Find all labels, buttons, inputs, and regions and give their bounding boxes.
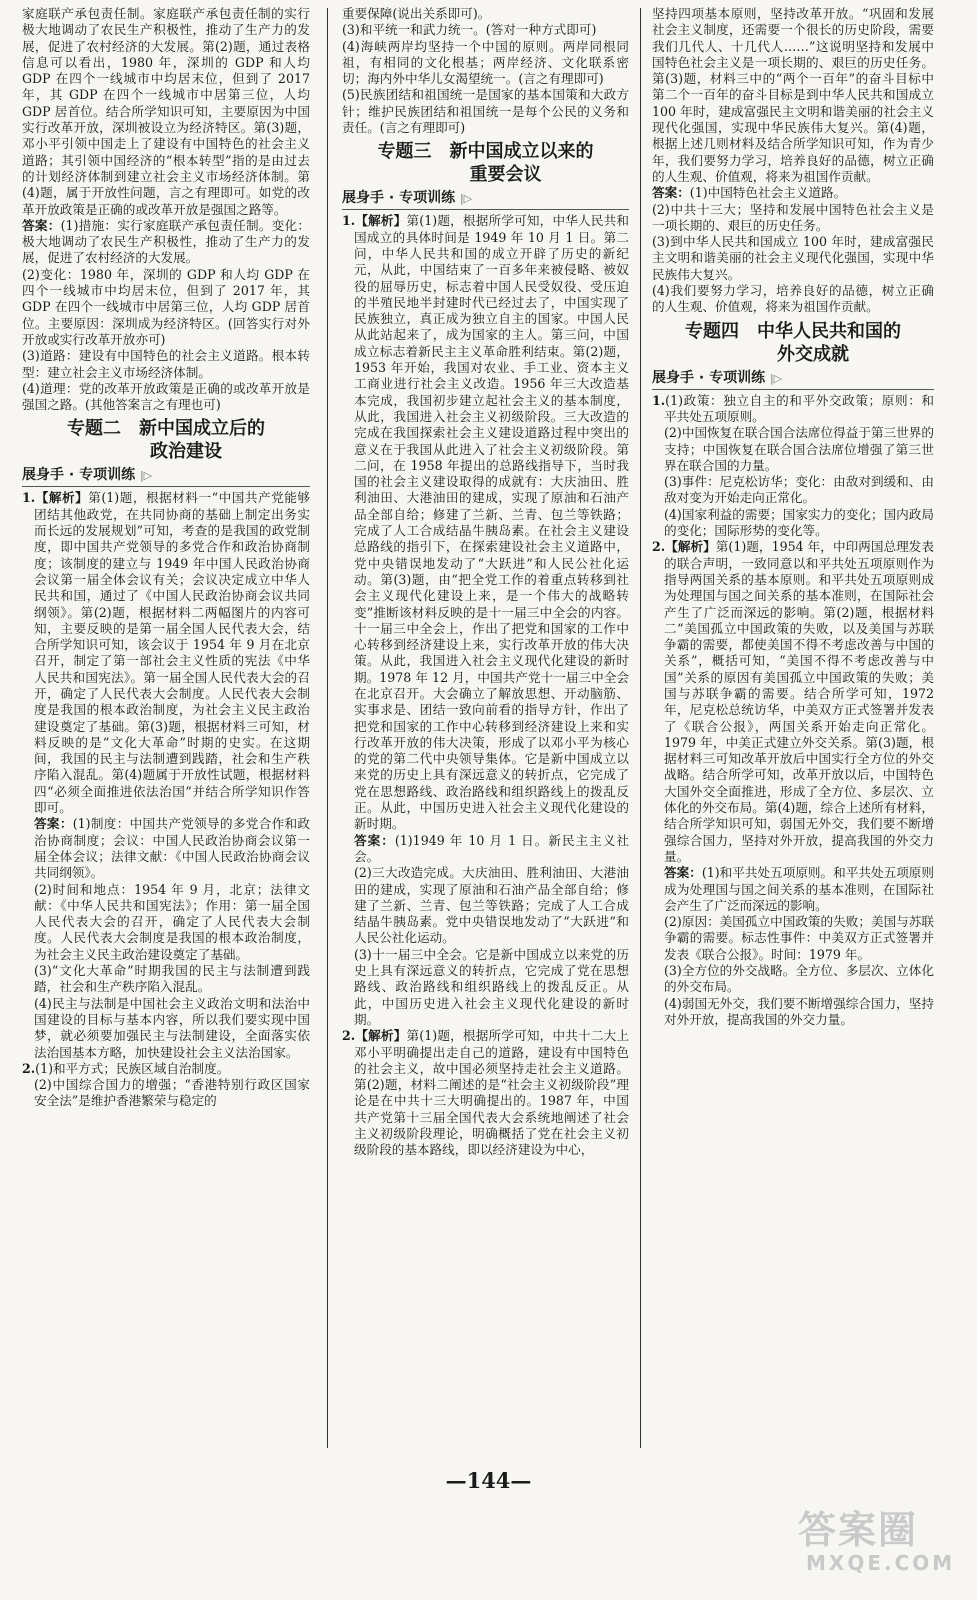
answer-item xyxy=(652,185,934,201)
answer-item xyxy=(22,218,310,267)
question-1-analysis xyxy=(342,213,629,832)
answer-item: (3)事件：尼克松访华；变化：由敌对到缓和、由敌对变为开始走向正常化。 xyxy=(664,474,934,506)
question-2-answer xyxy=(22,1061,310,1077)
subsection-label: 展身手 · 专项训练 xyxy=(342,190,456,207)
answer-text: (1)中国特色社会主义道路。 xyxy=(689,185,847,201)
question-number: 1. xyxy=(342,213,356,229)
answer-item xyxy=(342,833,629,866)
answer-item: (2)中国恢复在联合国合法席位得益于第三世界的支持；中国恢复在联合国合法席位增强了第三世界在联合国的力量。 xyxy=(664,425,934,473)
analysis-tag: 【解析】 xyxy=(355,1028,407,1044)
answer-item: (2)原因：美国孤立中国政策的失败；美国与苏联争霸的需要。标志性事件：中美双方正式签署并发表《联合公报》。时间：1979 年。 xyxy=(664,914,934,962)
section-title-3 xyxy=(342,140,629,186)
answer-item: (4)弱国无外交，我们要不断增强综合国力，坚持对外开放，提高我国的外交力量。 xyxy=(664,995,934,1027)
section-title-2 xyxy=(22,417,310,463)
answer-item xyxy=(22,816,310,881)
answer-text: (1)措施：实行家庭联产承包责任制。变化：极大地调动了农民生产积极性，推动了生产力的发展，促进了农村经济的大发展。 xyxy=(22,217,310,266)
answer-label: 答案： xyxy=(664,865,702,881)
answer-item: (3)到中华人民共和国成立 100 年时，建成富强民主文明和谐美丽的社会主义现代化强国，实现中华民族伟大复兴。 xyxy=(652,234,934,282)
answer-item: (3)“文化大革命”时期我国的民主与法制遭到践踏，社会和生产秩序陷入混乱。 xyxy=(34,963,310,995)
question-number: 1. xyxy=(22,490,36,506)
watermark-text: 答案圈 xyxy=(798,1508,919,1552)
answer-text: (1)和平方式；民族区域自治制度。 xyxy=(35,1060,230,1076)
section-title-line1: 专题四 中华人民共和国的 xyxy=(685,320,901,342)
question-1-answer xyxy=(652,393,934,426)
analysis-text: 第(1)题，根据所学可知，中华人民共和国成立的具体时间是 1949 年 10 月 1 日。第二问，中华人民共和国的成立开辟了历史的新纪元，从此，中国结束了一百多年来被侵略、被奴役的屈辱历史，标志着中国人民受奴役、受压迫的半殖民地半封建时代已经过去了，中国实现了民族独立，真正成为独立自主的国家。中国人民从此站起来了，成为国家的主人。第三问，中国成立标志着新民主主义革命胜利结束。第(2)题，1953 年开始，我国对农业、手工业、资本主义工商业进行社会主义改造。1956 年三大改造基本完成，我国初步建立起社会主义的基本制度，从此，我国进入社会主义初级阶段。三大改造的完成在我国探索社会主义建设道路过程中突出的意义在于我国从此进入了社会主义初级阶段。第二问，在 1958 年提出的总路线指导下，当时我国的社会主义建设取得的成就有：大庆油田、胜利油田、大港油田的建成，实现了原油和石油产品全部自给；修建了兰新、兰青、包兰等铁路；完成了人工合成结晶牛胰岛素。在社会主义建设总路线的指引下，在探索建设社会主义道路中，党中央错误地发动了“大跃进”和人民公社化运动。第(3)题，由“把全党工作的着重点转移到社会主义现代化建设上来，是一个伟大的战略转变”推断该材料反映的是十一届三中全会的内容。十一届三中全会上，作出了把党和国家的工作中心转移到经济建设上来，实行改革开放的伟大决策。从此，我国进入社会主义现代化建设的新时期。1978 年 12 月，中国共产党十一届三中全会在北京召开。大会确立了解放思想、开动脑筋、实事求是、团结一致向前看的指导方针，作出了把党和国家的工作中心转移到经济建设上来和实行改革开放的伟大决策，形成了以邓小平为核心的党的第二代中央领导集体。它是新中国成立以来党的历史上具有深远意义的转折点，它完成了党在思想路线、政治路线和组织路线上的拨乱反正。从此，中国历史进入社会主义现代化建设的新时期。 xyxy=(354,213,629,832)
subsection-heading xyxy=(22,465,310,487)
question-1-analysis xyxy=(22,490,310,816)
answer-text: (1)和平共处五项原则。和平共处五项原则成为处理国与国之间关系的基本准则，在国际社会产生了广泛而深远的影响。 xyxy=(664,865,934,913)
answer-item: (2)变化：1980 年，深圳的 GDP 和人均 GDP 在四个一线城市中均居末位，但到了 2017 年，其 GDP 在四个一线城市中居第三位，人均 GDP 居首位。主要原因：深圳成为经济特区。(回答实行对外开放或实行改革开放亦可) xyxy=(22,266,310,347)
column-divider xyxy=(327,8,328,1448)
analysis-tag: 【解析】 xyxy=(35,490,89,506)
analysis-paragraph: 家庭联产承包责任制。家庭联产承包责任制的实行极大地调动了农民生产积极性，推动了生产力的发展，促进了农村经济的大发展。第(2)题，通过表格信息可以看出，1980 年，深圳的 GDP 和人均 GDP 在四个一线城市中均居末位，但到了 2017 年，其 GDP 在四个一线城市中居第三位，人均 GDP 居首位。结合所学知识可知，主要原因为中国实行改革开放，深圳被设立为经济特区。第(3)题，邓小平引领中国走上了建设有中国特色的社会主义道路；其引领中国经济的“根本转型”指的是由过去的计划经济体制到建立社会主义市场经济体制。第(4)题，属于开放性问题，言之有理即可。如党的改革开放政策是正确的或改革开放是强国之路等。 xyxy=(22,6,310,217)
answer-item: (2)中共十三大；坚持和发展中国特色社会主义是一项长期的、艰巨的历史任务。 xyxy=(652,201,934,233)
answer-item: (2)中国综合国力的增强；“香港特别行政区国家安全法”是维护香港繁荣与稳定的 xyxy=(34,1077,310,1109)
answer-item xyxy=(652,865,934,914)
answer-item: (4)道理：党的改革开放政策是正确的或改革开放是强国之路。(其他答案言之有理也可) xyxy=(22,380,310,413)
answer-item: (3)道路：建设有中国特色的社会主义道路。根本转型：建立社会主义市场经济体制。 xyxy=(22,348,310,380)
analysis-text: 第(1)题，1954 年，中印两国总理发表的联合声明，一致同意以和平共处五项原则作为指导两国关系的基本原则。和平共处五项原则成为处理国与国之间关系的基本准则，在国际社会产生了广泛而深远的影响。第(2)题，根据材料二“美国孤立中国政策的失败，以及美国与苏联争霸的需要，都使美国不得不考虑改善与中国的关系”，概括可知，“美国不得不考虑改善与中国”关系的原因有美国孤立中国政策的失败；美国与苏联争霸的需要。结合所学可知，1972 年，尼克松总统访华，中美双方正式签署并发表了《联合公报》，两国关系开始走向正常化。1979 年，中美正式建立外交关系。第(3)题，根据材料三可知改革开放后中国实行全方位的外交战略。结合所学可知，改革开放以后，中国特色大国外交全面推进，形成了全方位、多层次、立体化的外交布局。第(4)题，综合上述所有材料，结合所学知识可知，弱国无外交，我们要不断增强综合国力，坚持对外开放，提高我国的外交力量。 xyxy=(664,539,934,864)
answer-item: (4)我们要努力学习，培养良好的品德，树立正确的人生观、价值观，将来为祖国作贡献。 xyxy=(652,283,934,315)
question-2-analysis xyxy=(652,539,934,865)
question-number: 2. xyxy=(22,1060,36,1076)
question-number: 2. xyxy=(652,539,666,555)
subsection-heading xyxy=(342,188,629,210)
arrow-icon: |▷ xyxy=(459,192,473,206)
analysis-tag: 【解析】 xyxy=(665,539,716,555)
column-divider xyxy=(640,8,641,1448)
arrow-icon: |▷ xyxy=(769,371,783,385)
answer-item: (5)民族团结和祖国统一是国家的基本国策和大政方针；维护民族团结和祖国统一是每个公民的义务和责任。(言之有理即可) xyxy=(342,87,629,136)
answer-item: (3)全方位的外交战略。全方位、多层次、立体化的外交布局。 xyxy=(664,963,934,995)
section-title-line1: 专题二 新中国成立后的 xyxy=(67,418,265,440)
answer-item: (3)和平统一和武力统一。(答对一种方式即可) xyxy=(342,22,597,38)
answer-item: (3)十一届三中全会。它是新中国成立以来党的历史上具有深远意义的转折点，它完成了党在思想路线、政治路线和组织路线上的拨乱反正。从此，中国历史进入社会主义现代化建设的新时期。 xyxy=(354,946,629,1027)
answer-item: (4)民主与法制是中国社会主义政治文明和法治中国建设的目标与基本内容，所以我们要实现中国梦，就必须要加强民主与法制建设，全面落实依法治国基本方略，加快建设社会主义法治国家。 xyxy=(34,995,310,1060)
question-number: 2. xyxy=(342,1028,356,1044)
section-title-line1: 专题三 新中国成立以来的 xyxy=(377,141,594,163)
arrow-icon: |▷ xyxy=(139,469,153,483)
column-right xyxy=(652,6,934,1456)
column-left xyxy=(22,6,310,1456)
analysis-text: 第(1)题，根据所学可知，中共十二大上邓小平明确提出走自己的道路，建设有中国特色的社会主义，故中国必须坚持走社会主义道路。第(2)题，材料二阐述的是“社会主义初级阶段”理论是在中共十三大明确提出的。1987 年，中国共产党第十三届全国代表大会系统地阐述了社会主义初级阶段理论，明确概括了党在社会主义初级阶段的基本路线，即以经济建设为中心， xyxy=(354,1028,629,1158)
subsection-label: 展身手 · 专项训练 xyxy=(652,369,766,386)
section-title-4 xyxy=(652,320,934,366)
answer-text: (1)制度：中国共产党领导的多党合作和政治协商制度；会议：中国人民政治协商会议第一届全体会议；法律文献：《中国人民政治协商会议共同纲领》。 xyxy=(34,816,310,881)
answer-label: 答案： xyxy=(34,816,73,832)
answer-label: 答案： xyxy=(354,832,395,848)
analysis-paragraph: 坚持四项基本原则，坚持改革开放。“巩固和发展社会主义制度，还需要一个很长的历史阶段，需要我们几代人、十几代人……”这说明坚持和发展中国特色社会主义是一项长期的、艰巨的历史任务。第(3)题，材料三中的“两个一百年”的奋斗目标中第二个一百年的奋斗目标是到中华人民共和国成立 100 年时，建成富强民主文明和谐美丽的社会主义现代化强国，实现中华民族伟大复兴。第(4)题，根据上述几则材料及结合所学知识可知，作为青少年，我们要努力学习，培养良好的品德，树立正确的人生观、价值观，将来为祖国作贡献。 xyxy=(652,6,934,184)
answer-item: (2)时间和地点：1954 年 9 月，北京；法律文献：《中华人民共和国宪法》；作用：第一届全国人民代表大会的召开，确定了人民代表大会制度。人民代表大会制度是我国的根本政治制度，为社会主义民主政治建设奠定了基础。 xyxy=(34,881,310,962)
analysis-text: 第(1)题，根据材料一“中国共产党能够团结其他政党，在共同协商的基础上制定出务实而长远的发展规划”可知，考查的是我国的政党制度，即中国共产党领导的多党合作和政治协商制度；该制度的建立与 1949 年中国人民政治协商会议第一届全体会议有关；会议决定成立中华人民共和国，通过了《中国人民政治协商会议共同纲领》。第(2)题，根据材料二两幅图片的内容可知，主要反映的是第一届全国人民代表大会，结合所学知识可知，该会议于 1954 年 9 月在北京召开，制定了第一部社会主义性质的宪法《中华人民共和国宪法》。第一届全国人民代表大会的召开，确定了人民代表大会制度。人民代表大会制度是我国的根本政治制度，为社会主义民主政治建设奠定了基础。第(3)题，根据材料三可知，材料反映的是“文化大革命”时期的史实。在这期间，我国的民主与法制遭到践踏，社会和生产秩序陷入混乱。第(4)题属于开放性试题，根据材料四“必须全面推进依法治国”并结合所学知识作答即可。 xyxy=(34,490,310,816)
analysis-tag: 【解析】 xyxy=(355,213,407,229)
answer-item: 重要保障(说出关系即可)。 xyxy=(342,6,491,21)
subsection-heading xyxy=(652,368,934,390)
answer-text: (1)政策：独立自主的和平外交政策；原则：和平共处五项原则。 xyxy=(664,392,934,424)
answer-text: (1)1949 年 10 月 1 日。新民主主义社会。 xyxy=(354,832,629,864)
section-title-line2: 重要会议 xyxy=(469,164,542,186)
section-title-line2: 外交成就 xyxy=(777,343,849,365)
answer-label: 答案： xyxy=(22,217,61,233)
subsection-label: 展身手 · 专项训练 xyxy=(22,467,136,484)
watermark-logo xyxy=(798,1508,958,1580)
column-middle xyxy=(342,6,629,1456)
answer-item: (4)海峡两岸均坚持一个中国的原则。两岸同根同祖，有相同的文化根基；两岸经济、文化联系密切；海内外中华儿女渴望统一。(言之有理即可) xyxy=(342,38,629,87)
question-2-analysis xyxy=(342,1028,629,1158)
watermark-url: MXQE.COM xyxy=(806,1551,956,1575)
section-title-line2: 政治建设 xyxy=(150,441,222,463)
answer-item: (4)国家利益的需要；国家实力的变化；国内政局的变化；国际形势的变化等。 xyxy=(664,506,934,539)
question-number: 1. xyxy=(652,392,666,408)
answer-label: 答案： xyxy=(652,185,690,201)
answer-item: (2)三大改造完成。大庆油田、胜利油田、大港油田的建成，实现了原油和石油产品全部自给；修建了兰新、兰青、包兰等铁路；完成了人工合成结晶牛胰岛素。党中央错误地发动了“大跃进”和人民公社化运动。 xyxy=(354,865,629,946)
page-number: —144— xyxy=(445,1468,532,1493)
